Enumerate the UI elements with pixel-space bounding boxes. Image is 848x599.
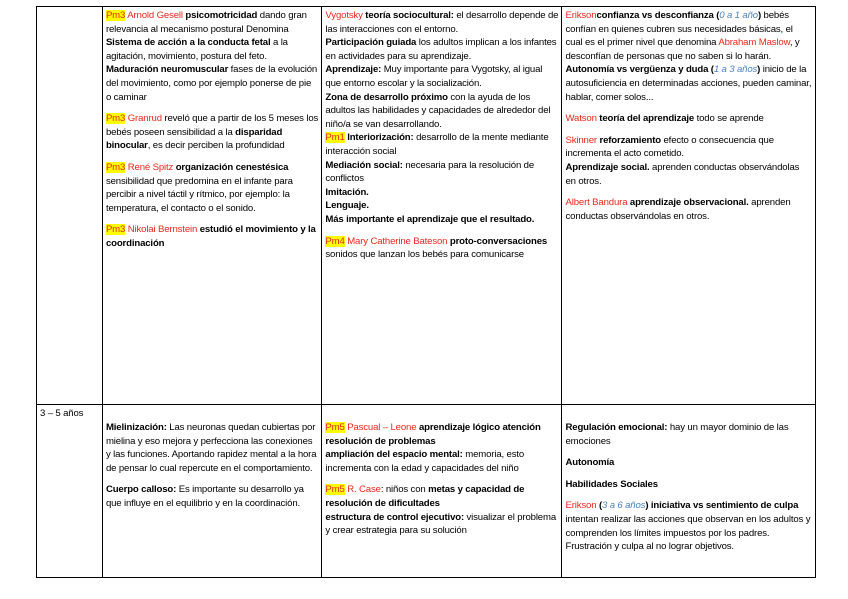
autonomia-entry — [565, 63, 812, 104]
term: estudió el movimiento y la coordinación — [105, 224, 316, 249]
mediacion-entry — [325, 159, 558, 186]
term: Zona de desarrollo próximo — [325, 91, 448, 103]
pm-tag: Pm5 — [325, 422, 345, 433]
author-name: Nikolai Bernstein — [127, 224, 198, 236]
col3-top-cell — [562, 7, 816, 405]
text: desarrollo de la mente mediante interacción social — [325, 132, 549, 157]
term: Cuerpo calloso: — [105, 484, 177, 496]
author-name: Mary Catherine Bateson — [347, 235, 448, 247]
term: Aprendizaje social. — [565, 161, 650, 173]
age-cell — [37, 405, 103, 578]
spitz-entry — [106, 161, 318, 215]
term: disparidad binocular — [105, 126, 283, 152]
text: sensibilidad que predomina en el infante para percibir a nivel táctil y rítmico, por ejemplo: la temperatura, el contacto o el sonido. — [105, 175, 293, 214]
text: todo se aprende — [694, 113, 764, 125]
term: reforzamiento — [599, 134, 661, 146]
text: aprenden conductas observándolas en otros. — [565, 161, 800, 187]
text: el desarrollo depende de las interacciones con el entorno. — [325, 10, 559, 35]
text: a la agitación, movimiento, postura del feto. — [105, 37, 288, 62]
age-cell-empty — [37, 7, 103, 405]
participacion-entry — [325, 36, 558, 63]
erikson-entry — [565, 9, 812, 63]
text: Muy importante para Vygotsky, al igual que entorno escolar y la socialización. — [325, 64, 543, 89]
text: dando gran relevancia al mecanismo postural Denomina — [105, 10, 307, 35]
term: Habilidades Sociales — [565, 478, 658, 490]
maduracion-entry — [106, 63, 318, 104]
mielinizacion-entry — [106, 421, 318, 475]
pm-tag: Pm5 — [325, 484, 345, 496]
author-name: René Spitz — [127, 161, 174, 173]
term: metas y capacidad de resolución de dificultades — [325, 484, 525, 509]
text: , es decir perciben la profundidad — [147, 140, 285, 152]
granrud-entry — [106, 112, 318, 153]
text: hay un mayor dominio de las emociones — [565, 422, 789, 447]
term: aprendizaje observacional. — [629, 197, 749, 209]
pascual-leone-entry — [325, 421, 558, 475]
development-table — [36, 6, 816, 578]
col3-bottom-cell — [562, 405, 816, 578]
text: sonidos que lanzan los bebés para comunicarse — [325, 249, 524, 261]
term: Sistema de acción a la conducta fetal — [105, 37, 271, 49]
table-row — [37, 405, 816, 578]
term: ampliación del espacio mental: — [325, 449, 463, 461]
habilidades-entry — [565, 478, 812, 492]
zona-entry — [325, 91, 558, 132]
text: Las neuronas quedan cubiertas por mielina y eso mejora y perfecciona las conexiones y las funciones. Aportando rapidez mental a la hora de pensar lo cual repercute en el comportamiento. — [105, 422, 317, 474]
term: psicomotricidad — [185, 10, 258, 21]
col2-bottom-cell — [322, 405, 562, 578]
gesell-entry — [106, 9, 318, 63]
erikson-bottom-entry — [565, 499, 812, 553]
text: aprenden conductas observándolas en otros. — [565, 197, 791, 222]
term: estructura de control ejecutivo: — [325, 511, 465, 523]
regulacion-entry — [565, 421, 812, 448]
pm-tag: Pm3 — [105, 224, 126, 236]
age-label: 3 – 5 años — [40, 408, 84, 419]
skinner-entry — [565, 134, 812, 188]
pm-tag: Pm1 — [325, 132, 345, 144]
author-name: Albert Bandura — [565, 197, 628, 209]
author-name: Erikson — [565, 500, 597, 512]
author-name: Vygotsky — [325, 10, 363, 21]
term: teoría del aprendizaje — [599, 113, 695, 125]
text: inicio de la autosuficiencia en determinadas acciones, pueden caminar, hablar, comer solos... — [565, 64, 812, 103]
pm-tag: Pm3 — [105, 113, 126, 125]
text: visualizar el problema y crear estrategia para su solución — [325, 511, 557, 537]
text: , y desconfían de personas que no saben si lo harán. — [565, 37, 800, 62]
text: : niños con — [380, 484, 429, 496]
vygotsky-entry — [325, 9, 558, 36]
resultado-entry — [325, 213, 558, 227]
author-name: Watson — [565, 113, 597, 125]
age-range: 0 a 1 año — [719, 10, 758, 21]
term: teoría sociocultural: — [365, 10, 454, 21]
pm-tag: Pm4 — [325, 235, 345, 247]
text: reveló que a partir de los 5 meses los bebés poseen sensibilidad a la — [105, 113, 319, 138]
autonomia-bottom-entry — [565, 456, 812, 470]
imitacion-entry — [325, 186, 558, 200]
term: Mielinización: — [105, 422, 167, 433]
table-row — [37, 7, 816, 405]
author-name: Pascual – Leone — [347, 422, 417, 433]
term: Imitación. — [325, 186, 369, 198]
term: proto-conversaciones — [449, 235, 548, 247]
text: intentan realizar las acciones que observan en los adultos y comprenden los límites impuestos por los padres. Frustración y culpa al no lograr objetivos. — [565, 513, 811, 553]
text: ) — [757, 10, 761, 21]
bandura-entry — [565, 196, 812, 223]
author-name: Skinner — [565, 134, 597, 146]
text: necesaria para la resolución de conflictos — [325, 159, 535, 185]
term: Maduración neuromuscular — [105, 64, 229, 76]
text: ( — [713, 10, 720, 21]
aprendizaje-entry — [325, 63, 558, 90]
term: Interiorización: — [347, 132, 414, 144]
text: ( — [596, 500, 602, 512]
case-entry — [325, 483, 558, 537]
term: aprendizaje lógico atención — [418, 422, 541, 433]
text: Es importante su desarrollo ya que influye en el equilibrio y en la coordinación. — [105, 484, 304, 509]
term: Más importante el aprendizaje que el resultado. — [325, 213, 535, 225]
text: ) — [645, 500, 649, 512]
text: memoria, esto incrementa con la edad y capacidades del niño — [325, 449, 525, 474]
term: Autonomía — [565, 457, 615, 469]
pm-tag: Pm3 — [105, 161, 126, 173]
term: Lenguaje. — [325, 200, 369, 212]
cuerpo-calloso-entry — [106, 483, 318, 510]
text: fases de la evolución del movimiento, como por ejemplo ponerse de pie o caminar — [105, 64, 318, 103]
text: efecto o consecuencia que incrementa el acto cometido. — [565, 134, 774, 160]
interiorizacion-entry — [325, 131, 558, 158]
pm-tag: Pm3 — [105, 10, 126, 21]
term: confianza vs desconfianza — [596, 10, 714, 21]
term: resolución de problemas — [325, 435, 436, 447]
term: iniciativa vs sentimiento de culpa — [648, 500, 799, 512]
author-name: Erikson — [565, 10, 597, 21]
term: Mediación social: — [325, 159, 403, 171]
watson-entry — [565, 112, 812, 126]
age-range: 3 a 6 años — [602, 500, 646, 512]
text: con la ayuda de los adultos las habilidades y capacidades de alrededor del niño/a se van desarrollando. — [325, 91, 551, 130]
author-name: Arnold Gesell — [127, 10, 183, 21]
text: los adultos implican a los infantes en actividades para su aprendizaje. — [325, 37, 557, 62]
term: Participación guiada — [325, 37, 417, 49]
term: Aprendizaje: — [325, 64, 382, 76]
term: organización cenestésica — [175, 161, 289, 173]
text: ( — [708, 64, 714, 76]
col1-top-cell — [102, 7, 321, 405]
age-range: 1 a 3 años — [713, 64, 758, 76]
col2-top-cell — [322, 7, 562, 405]
author-name: Abraham Maslow — [718, 37, 790, 49]
text: bebés confían en quienes cubren sus necesidades básicas, el cual es el primer nivel que denomina — [565, 10, 793, 49]
bernstein-entry — [106, 223, 318, 250]
term: Autonomía vs vergüenza y duda — [565, 64, 709, 76]
text: ) — [757, 64, 761, 76]
term: Regulación emocional: — [565, 422, 668, 433]
lenguaje-entry — [325, 199, 558, 213]
author-name: Granrud — [127, 113, 162, 125]
bateson-entry — [325, 235, 558, 262]
author-name: R. Case — [347, 484, 381, 496]
col1-bottom-cell — [102, 405, 321, 578]
